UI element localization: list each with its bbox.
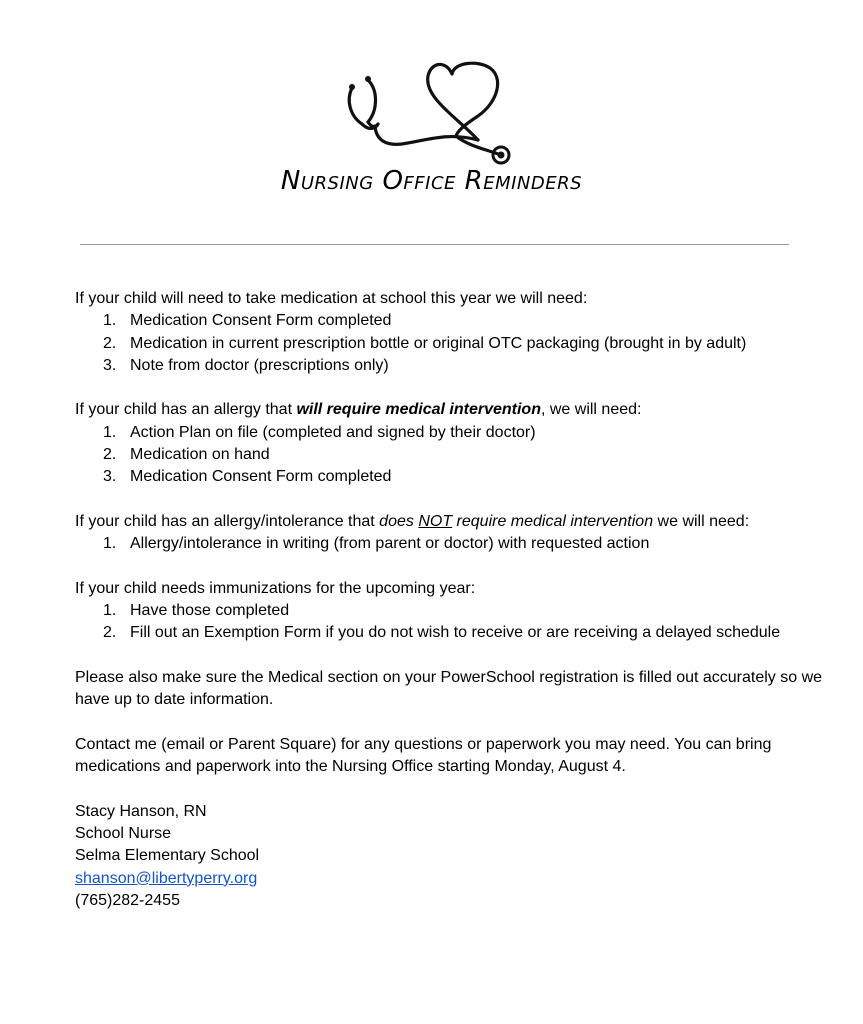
list-item: 2. Medication in current prescription bottle or original OTC packaging (brought in by adult) [103, 334, 747, 352]
allergy-list [75, 422, 835, 489]
signature-role: School Nurse [75, 825, 172, 843]
divider [80, 244, 789, 245]
list-item: 3. Medication Consent Form completed [103, 468, 392, 486]
list-item: 2. Medication on hand [103, 446, 270, 464]
immunizations-list [75, 600, 835, 645]
medication-list [75, 310, 835, 377]
list-item: 1. Medication Consent Form completed [103, 312, 392, 330]
stethoscope-heart-icon [338, 58, 518, 170]
intolerance-intro: If your child has an allergy/intolerance that does NOT require medical intervention we will need: [75, 512, 750, 530]
signature-name: Stacy Hanson, RN [75, 802, 207, 820]
signature-school: Selma Elementary School [75, 847, 260, 865]
powerschool-note: Please also make sure the Medical section on your PowerSchool registration is filled out accurately so we have up to date information. [75, 669, 823, 709]
list-item: 1. Have those completed [103, 602, 290, 620]
list-item: 3. Note from doctor (prescriptions only) [103, 356, 389, 374]
email-link[interactable]: shanson@libertyperry.org [75, 869, 258, 887]
signature-block [75, 801, 835, 912]
intolerance-list [75, 533, 835, 555]
signature-phone: (765)282-2455 [75, 892, 180, 910]
list-item: 2. Fill out an Exemption Form if you do not wish to receive or are receiving a delayed schedule [103, 624, 781, 642]
contact-note: Contact me (email or Parent Square) for any questions or paperwork you may need. You can bring medications and paperwork into the Nursing Office starting Monday, August 4. [75, 735, 772, 776]
immunizations-intro: If your child needs immunizations for the upcoming year: [75, 579, 476, 597]
list-item: 1. Action Plan on file (completed and signed by their doctor) [103, 423, 536, 441]
allergy-intro: If your child has an allergy that will require medical intervention, we will need: [75, 401, 642, 419]
medication-intro: If your child will need to take medication at school this year we will need: [75, 290, 588, 307]
document-body [75, 288, 835, 912]
list-item: 1. Allergy/intolerance in writing (from parent or doctor) with requested action [103, 535, 650, 553]
page-title: Nursing Office Reminders [280, 166, 583, 196]
